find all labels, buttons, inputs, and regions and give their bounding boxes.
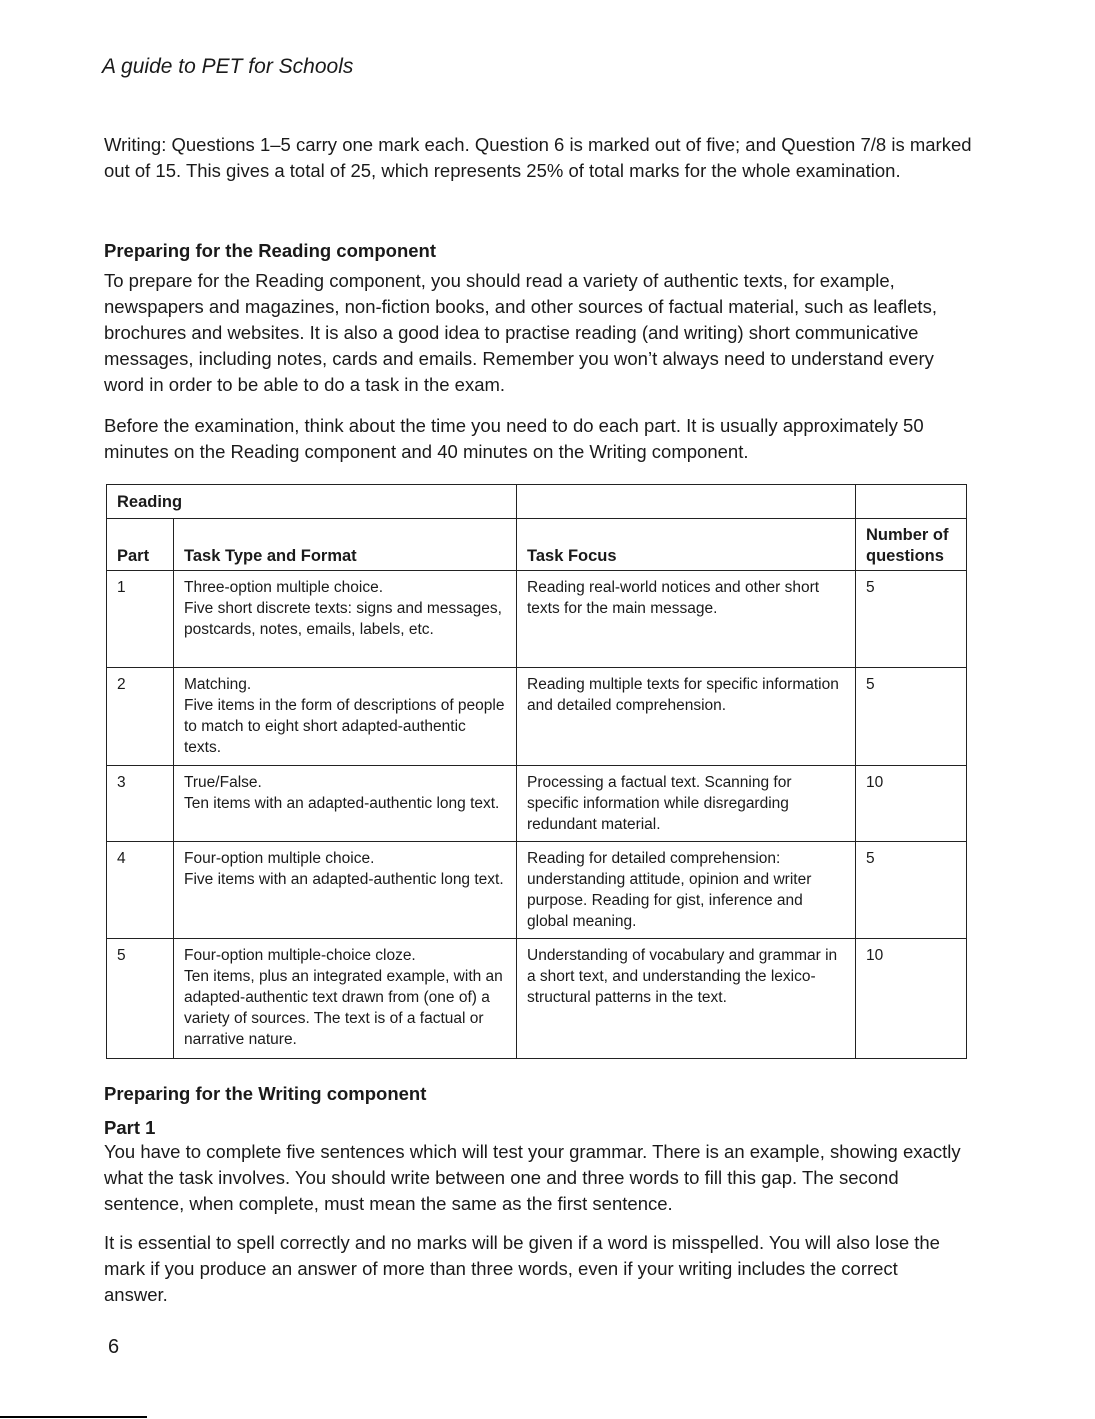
reading-spec-table [106,484,967,1059]
type-line: Ten items, plus an integrated example, with an adapted-authentic text drawn from (one of) a variety of sources. The text is of a factual or narrative nature. [184,968,503,1048]
focus-cell: Reading multiple texts for specific information and detailed comprehension. [517,668,856,766]
part-cell: 2 [107,668,174,766]
type-line: Matching. [184,676,252,693]
col-header-type: Task Type and Format [174,519,517,571]
type-cell [174,939,517,1059]
writing-heading: Preparing for the Writing component [104,1083,427,1104]
table-section-row [107,485,967,519]
count-cell: 10 [856,939,967,1059]
table-row [107,939,967,1059]
focus-cell: Understanding of vocabulary and grammar in a short text, and understanding the lexico-structural patterns in the text. [517,939,856,1059]
type-line: Four-option multiple choice. [184,850,375,867]
count-cell: 5 [856,668,967,766]
type-line: Three-option multiple choice. [184,579,384,596]
col-header-part: Part [107,519,174,571]
type-line: Four-option multiple-choice cloze. [184,947,416,964]
table-row [107,842,967,939]
type-cell [174,766,517,842]
focus-cell: Reading real-world notices and other short texts for the main message. [517,571,856,668]
count-cell: 5 [856,842,967,939]
empty-cell [517,485,856,519]
writing-paragraph-1: You have to complete five sentences which will test your grammar. There is an example, showing exactly what the task involves. You should write between one and three words to fill this gap. The second sentence, when complete, must mean the same as the first sentence. [104,1141,961,1214]
part-cell: 1 [107,571,174,668]
part-cell: 5 [107,939,174,1059]
type-cell [174,571,517,668]
focus-cell: Processing a factual text. Scanning for specific information while disregarding redundant material. [517,766,856,842]
count-cell: 10 [856,766,967,842]
running-header: A guide to PET for Schools [102,55,354,78]
reading-paragraph-1: To prepare for the Reading component, you should read a variety of authentic texts, for example, newspapers and magazines, non-fiction books, and other sources of factual material, such as leaflets, brochures and websites. It is also a good idea to practise reading (and writing) short communicative messages, including notes, cards and emails. Remember you won’t always need to understand every word in order to be able to do a task in the exam. [104,270,937,395]
part-cell: 3 [107,766,174,842]
footer-rule [0,1416,147,1418]
table-row [107,766,967,842]
type-line: Ten items with an adapted-authentic long text. [184,795,500,812]
section-label: Reading [107,485,517,519]
reading-heading: Preparing for the Reading component [104,240,436,261]
type-cell [174,842,517,939]
type-line: True/False. [184,774,262,791]
table-row [107,668,967,766]
table-header-row [107,519,967,571]
type-cell [174,668,517,766]
writing-paragraph-2: It is essential to spell correctly and no marks will be given if a word is misspelled. You will also lose the mark if you produce an answer of more than three words, even if your writing includes the correct answer. [104,1232,940,1305]
table-row [107,571,967,668]
reading-paragraph-2: Before the examination, think about the time you need to do each part. It is usually approximately 50 minutes on the Reading component and 40 minutes on the Writing component. [104,415,924,462]
part-cell: 4 [107,842,174,939]
col-header-focus: Task Focus [517,519,856,571]
type-line: Five short discrete texts: signs and messages, postcards, notes, emails, labels, etc. [184,600,502,638]
col-header-count: Number of questions [856,519,967,571]
empty-cell [856,485,967,519]
focus-cell: Reading for detailed comprehension: understanding attitude, opinion and writer purpose. Reading for gist, inference and global meaning. [517,842,856,939]
page-number: 6 [108,1336,120,1358]
type-line: Five items in the form of descriptions of people to match to eight short adapted-authentic texts. [184,697,505,756]
intro-paragraph: Writing: Questions 1–5 carry one mark each. Question 6 is marked out of five; and Question 7/8 is marked out of 15. This gives a total of 25, which represents 25% of total marks for the whole examination. [104,134,972,181]
type-line: Five items with an adapted-authentic long text. [184,871,504,888]
count-cell: 5 [856,571,967,668]
writing-subheading: Part 1 [104,1117,156,1138]
